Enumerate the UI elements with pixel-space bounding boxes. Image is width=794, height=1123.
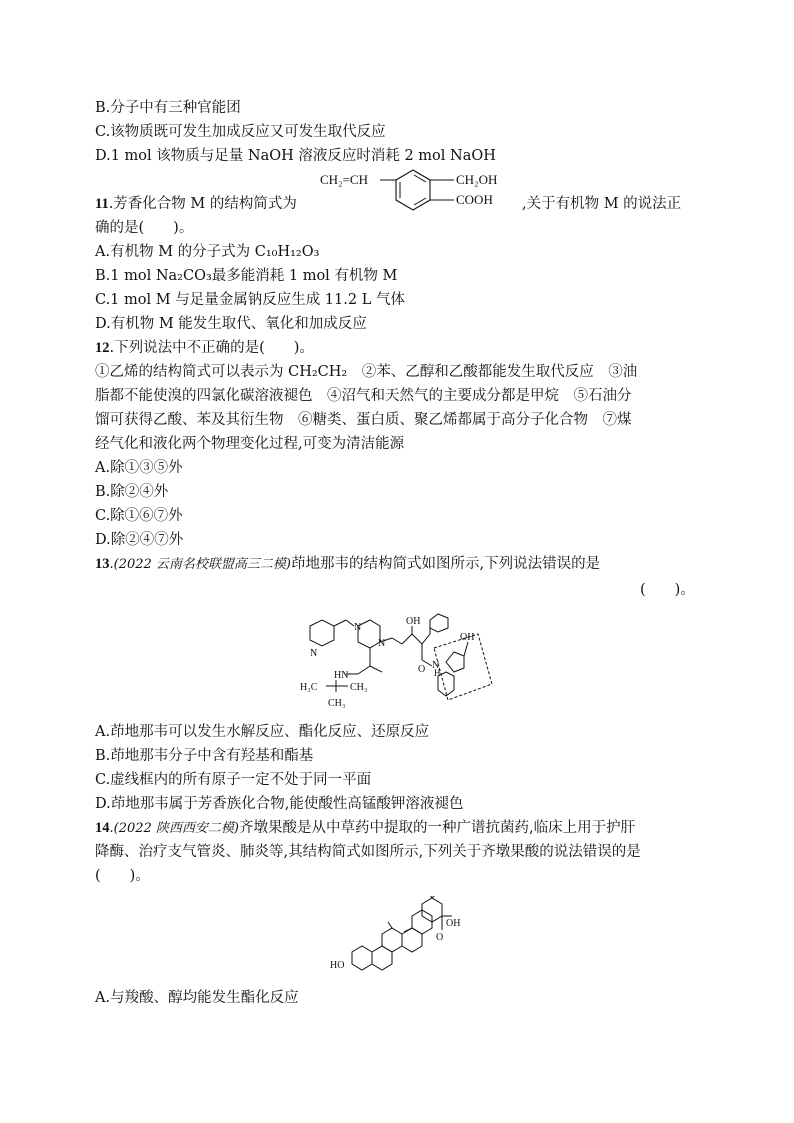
q14-option-a: A.与羧酸、醇均能发生酯化反应 xyxy=(95,990,299,1006)
q13-stem-text: 茚地那韦的结构简式如图所示,下列说法错误的是 xyxy=(291,556,601,572)
q10-option-d: D.1 mol 该物质与足量 NaOH 溶液反应时消耗 2 mol NaOH xyxy=(95,148,496,164)
q13-option-c: C.虚线框内的所有原子一定不处于同一平面 xyxy=(95,772,372,788)
q13-carbonyl-o: O xyxy=(418,664,426,675)
q13-hn-label: HN xyxy=(334,670,349,681)
q13-option-b: B.茚地那韦分子中含有羟基和酯基 xyxy=(95,748,314,764)
q13-amide-h: H xyxy=(434,668,441,678)
q11-number: 11 xyxy=(95,196,109,212)
q11-option-b: B.1 mol Na₂CO₃最多能消耗 1 mol 有机物 M xyxy=(95,268,398,284)
q14-oleanolic-acid-structure xyxy=(328,896,478,980)
q13-ch3-bottom-label: CH₃ xyxy=(328,698,346,709)
q10-option-b: B.分子中有三种官能团 xyxy=(95,100,241,116)
q12-option-d: D.除②④⑦外 xyxy=(95,532,184,548)
q12-number: 12 xyxy=(95,340,110,356)
q12-option-c: C.除①⑥⑦外 xyxy=(95,508,183,524)
q11-vinyl-label: CH₂=CH xyxy=(320,172,368,187)
q12-body-line-1: ①乙烯的结构简式可以表示为 CH₂CH₂ ②苯、乙醇和乙酸都能发生取代反应 ③油 xyxy=(95,364,638,380)
q11-structure-formula xyxy=(318,166,528,216)
q13-answer-paren: ( )。 xyxy=(640,582,695,598)
q12-body-line-2: 脂都不能使溴的四氯化碳溶液褪色 ④沼气和天然气的主要成分都是甲烷 ⑤石油分 xyxy=(95,388,632,404)
q12-stem xyxy=(95,338,314,358)
q14-source: .(2022 陕西西安二模) xyxy=(109,821,239,836)
q14-stem xyxy=(95,818,635,839)
q11-option-d: D.有机物 M 能发生取代、氧化和加成反应 xyxy=(95,316,367,332)
q13-number: 13 xyxy=(95,556,110,572)
q11-stem xyxy=(95,194,297,214)
q13-ch3-right-label: CH₃ xyxy=(350,682,368,693)
q14-oh-label: OH xyxy=(446,918,461,929)
q13-amide-n: N xyxy=(432,660,440,671)
q12-body-line-3: 馏可获得乙酸、苯及其衍生物 ⑥糖类、蛋白质、聚乙烯都属于高分子化合物 ⑦煤 xyxy=(95,412,632,428)
q13-h3c-label: H₃C xyxy=(300,682,318,693)
q14-ho-label: HO xyxy=(330,960,345,971)
q11-cooh-label: COOH xyxy=(456,192,493,207)
q11-ch2oh-label: CH₂OH xyxy=(456,172,498,187)
q12-stem-text: .下列说法中不正确的是( )。 xyxy=(109,340,314,356)
q13-option-a: A.茚地那韦可以发生水解反应、酯化反应、还原反应 xyxy=(95,724,430,740)
q12-body-line-4: 经气化和液化两个物理变化过程,可变为清洁能源 xyxy=(95,436,405,452)
q12-option-a: A.除①③⑤外 xyxy=(95,460,183,476)
q13-oh-chain: OH xyxy=(406,616,421,627)
q11-stem-b: ,关于有机物 M 的说法正 xyxy=(522,196,682,212)
q14-stem-line-2: 降酶、治疗支气管炎、肺炎等,其结构简式如图所示,下列关于齐墩果酸的说法错误的是 xyxy=(95,844,641,860)
q11-option-a: A.有机物 M 的分子式为 C₁₀H₁₂O₃ xyxy=(95,244,320,260)
q10-option-c: C.该物质既可发生加成反应又可发生取代反应 xyxy=(95,124,386,140)
q12-option-b: B.除②④外 xyxy=(95,484,169,500)
q13-pyridine-n: N xyxy=(310,648,318,659)
q11-option-c: C.1 mol M 与足量金属钠反应生成 11.2 L 气体 xyxy=(95,292,405,308)
q13-piperazine-n1: N xyxy=(354,622,362,633)
q11-stem-a: .芳香化合物 M 的结构简式为 xyxy=(108,196,297,212)
q13-stem xyxy=(95,554,600,575)
q14-stem-line-3: ( )。 xyxy=(95,868,150,884)
q13-indinavir-structure xyxy=(296,612,502,712)
q14-stem-line-1: 齐墩果酸是从中草药中提取的一种广谱抗菌药,临床上用于护肝 xyxy=(239,820,636,836)
q13-source: .(2022 云南名校联盟高三二模) xyxy=(109,557,291,572)
q13-piperazine-n2: N xyxy=(378,638,386,649)
q14-number: 14 xyxy=(95,820,110,836)
q11-stem-c: 确的是( )。 xyxy=(95,220,194,236)
q14-o-label: O xyxy=(436,932,444,943)
q13-option-d: D.茚地那韦属于芳香族化合物,能使酸性高锰酸钾溶液褪色 xyxy=(95,796,464,812)
q13-oh-indane: OH xyxy=(460,632,475,643)
